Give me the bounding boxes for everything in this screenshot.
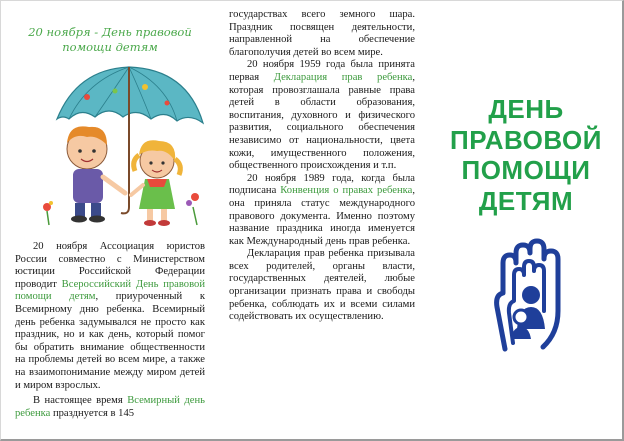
- middle-paragraph-2: [229, 173, 415, 249]
- middle-paragraph-3: Декларация прав ребенка призывала всех родителей, органы власти, государственных деятелей, любые организации признать права и свободы ребенка, соблюдать их и всеми силами содействовать их осуществлению.: [229, 248, 415, 323]
- link-vserossiyskiy-den[interactable]: Всероссийский День правовой помощи детям: [15, 278, 205, 303]
- left-headline: 20 ноября - День правовой помощи детям: [28, 25, 192, 54]
- middle-paragraph-1: [229, 59, 415, 172]
- link-vsemirnyy-den-rebenka[interactable]: Всемирный день ребенка: [15, 395, 206, 419]
- cover-title-line-2: ПРАВОВОЙ: [450, 124, 602, 155]
- hands-children-logo-icon: [483, 237, 573, 355]
- left-p1-text-b: , приуроченный к Всемирному дню ребенка. Всемирный день ребенка задумывался не просто как праздник, но и как день, который помог бы обратить внимание общественности на проблемы детей во всем мире, а также на взаимопонимание между миром детей и миром взрослых.: [15, 291, 205, 391]
- middle-paragraph-0: государствах всего земного шара. Праздник посвящен деятельности, направленной на обеспечение благополучия детей во всем мире.: [229, 9, 415, 58]
- left-paragraph-1: [15, 241, 205, 392]
- left-paragraph-2: [15, 395, 205, 420]
- cover-title-line-3: ПОМОЩИ: [461, 155, 591, 185]
- left-p2-text-a: В настоящее время: [33, 395, 128, 407]
- middle-text-block: [229, 9, 415, 324]
- left-p1-text-a: 20 ноября Ассоциация юристов России совместно с Министерством юстиции Российской Федерации проводит: [15, 241, 205, 290]
- link-deklaratsiya-prav-rebenka[interactable]: Декларация прав ребенка: [273, 71, 413, 83]
- link-konventsiya-o-pravakh-rebenka[interactable]: Конвенция о правах ребенка: [280, 185, 413, 197]
- middle-p2-text-b: , она приняла статус международного правового документа. Именно поэтому название праздника иногда именуется как Международный день прав ребенка.: [229, 185, 415, 247]
- middle-p1-text-b: , которая провозглашала равные права детей в области образования, воспитания, духовного и физического развития, социального обеспечения независимо от национальности, цвета кожи, имущественного положения, общественного происхождения и т.п.: [229, 71, 415, 172]
- children-umbrella-illustration: [17, 57, 207, 232]
- cover-title-line-4: ДЕТЯМ: [478, 185, 574, 216]
- cover-title-line-1: ДЕНЬ: [488, 94, 564, 124]
- left-column: [15, 7, 206, 419]
- left-text-block: [15, 241, 205, 420]
- middle-p2-text-a: 20 ноября 1989 года, когда была подписана: [229, 172, 415, 197]
- left-p2-text-b: празднуется в 145: [50, 407, 135, 419]
- middle-p1-text-a: 20 ноября 1959 года была принята первая: [229, 59, 415, 83]
- cover-title: [431, 94, 621, 216]
- right-column: [431, 1, 621, 439]
